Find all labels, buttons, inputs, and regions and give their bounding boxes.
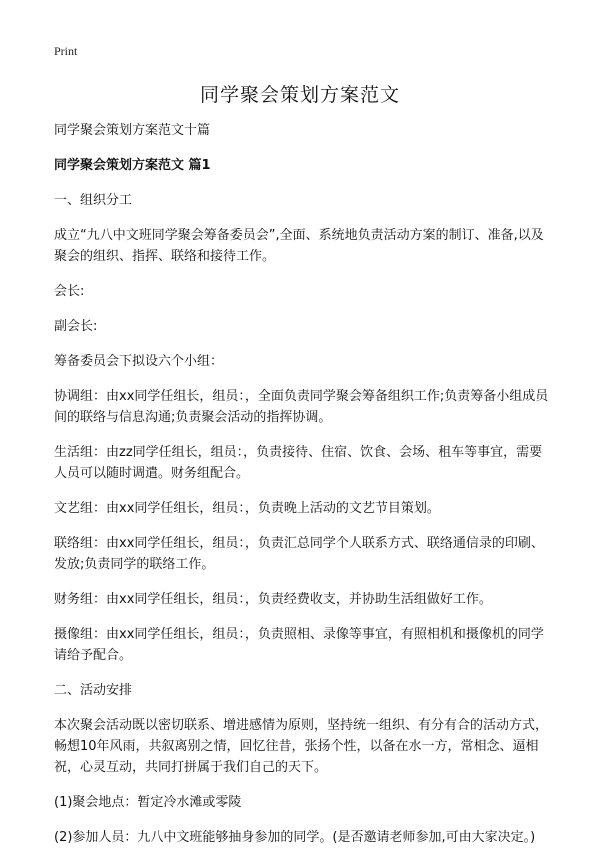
paragraph: 生活组：由zz同学任组长，组员：，负责接待、住宿、饮食、会场、租车等事宜，需要人员可以随时调遣。财务组配合。 [54,445,543,481]
paragraph: 成立“九八中文班同学聚会筹备委员会”,全面、系统地负责活动方案的制订、准备,以及聚会的组织、指挥、联络和接待工作。 [54,228,544,264]
document-subtitle: 同学聚会策划方案范文十篇 [54,123,211,138]
paragraph: 财务组：由xx同学任组长，组员：，负责经费收支，并协助生活组做好工作。 [54,592,492,607]
paragraph: 文艺组：由xx同学任组长，组员：，负责晚上活动的文艺节目策划。 [54,501,440,516]
paragraph: (1)聚会地点：暂定冷水滩或零陵 [54,795,242,810]
document-title: 同学聚会策划方案范文 [199,84,400,106]
paragraph: 本次聚会活动既以密切联系、增进感情为原则，坚持统一组织、有分有合的活动方式，畅想10年风雨，共叙离别之情，回忆往昔，张扬个性，以备在水一方，常相念、逼相祝，心灵互动，共同打拼属于我们自己的天下。 [54,718,549,775]
paragraph: (2)参加人员：九八中文班能够抽身参加的同学。(是否邀请老师参加,可由大家决定。) [54,830,536,845]
paragraph: 摄像组：由xx同学任组长，组员：，负责照相、录像等事宜，有照相机和摄像机的同学请给予配合。 [54,627,544,663]
paragraph: 会长: [54,284,85,299]
section-heading: 同学聚会策划方案范文 篇1 [54,158,211,173]
print-label: Print [54,44,78,58]
heading-organization: 一、组织分工 [54,193,133,208]
paragraph: 协调组：由xx同学任组长，组员：，全面负责同学聚会筹备组织工作;负责筹备小组成员间的联络与信息沟通;负责聚会活动的指挥协调。 [54,389,549,425]
paragraph: 副会长: [54,319,98,334]
paragraph: 联络组：由xx同学任组长，组员：，负责汇总同学个人联系方式、联络通信录的印刷、发放;负责同学的联络工作。 [54,536,544,572]
document-body [54,120,554,862]
paragraph: 筹备委员会下拟设六个小组： [54,354,224,369]
heading-activity: 二、活动安排 [54,683,133,698]
